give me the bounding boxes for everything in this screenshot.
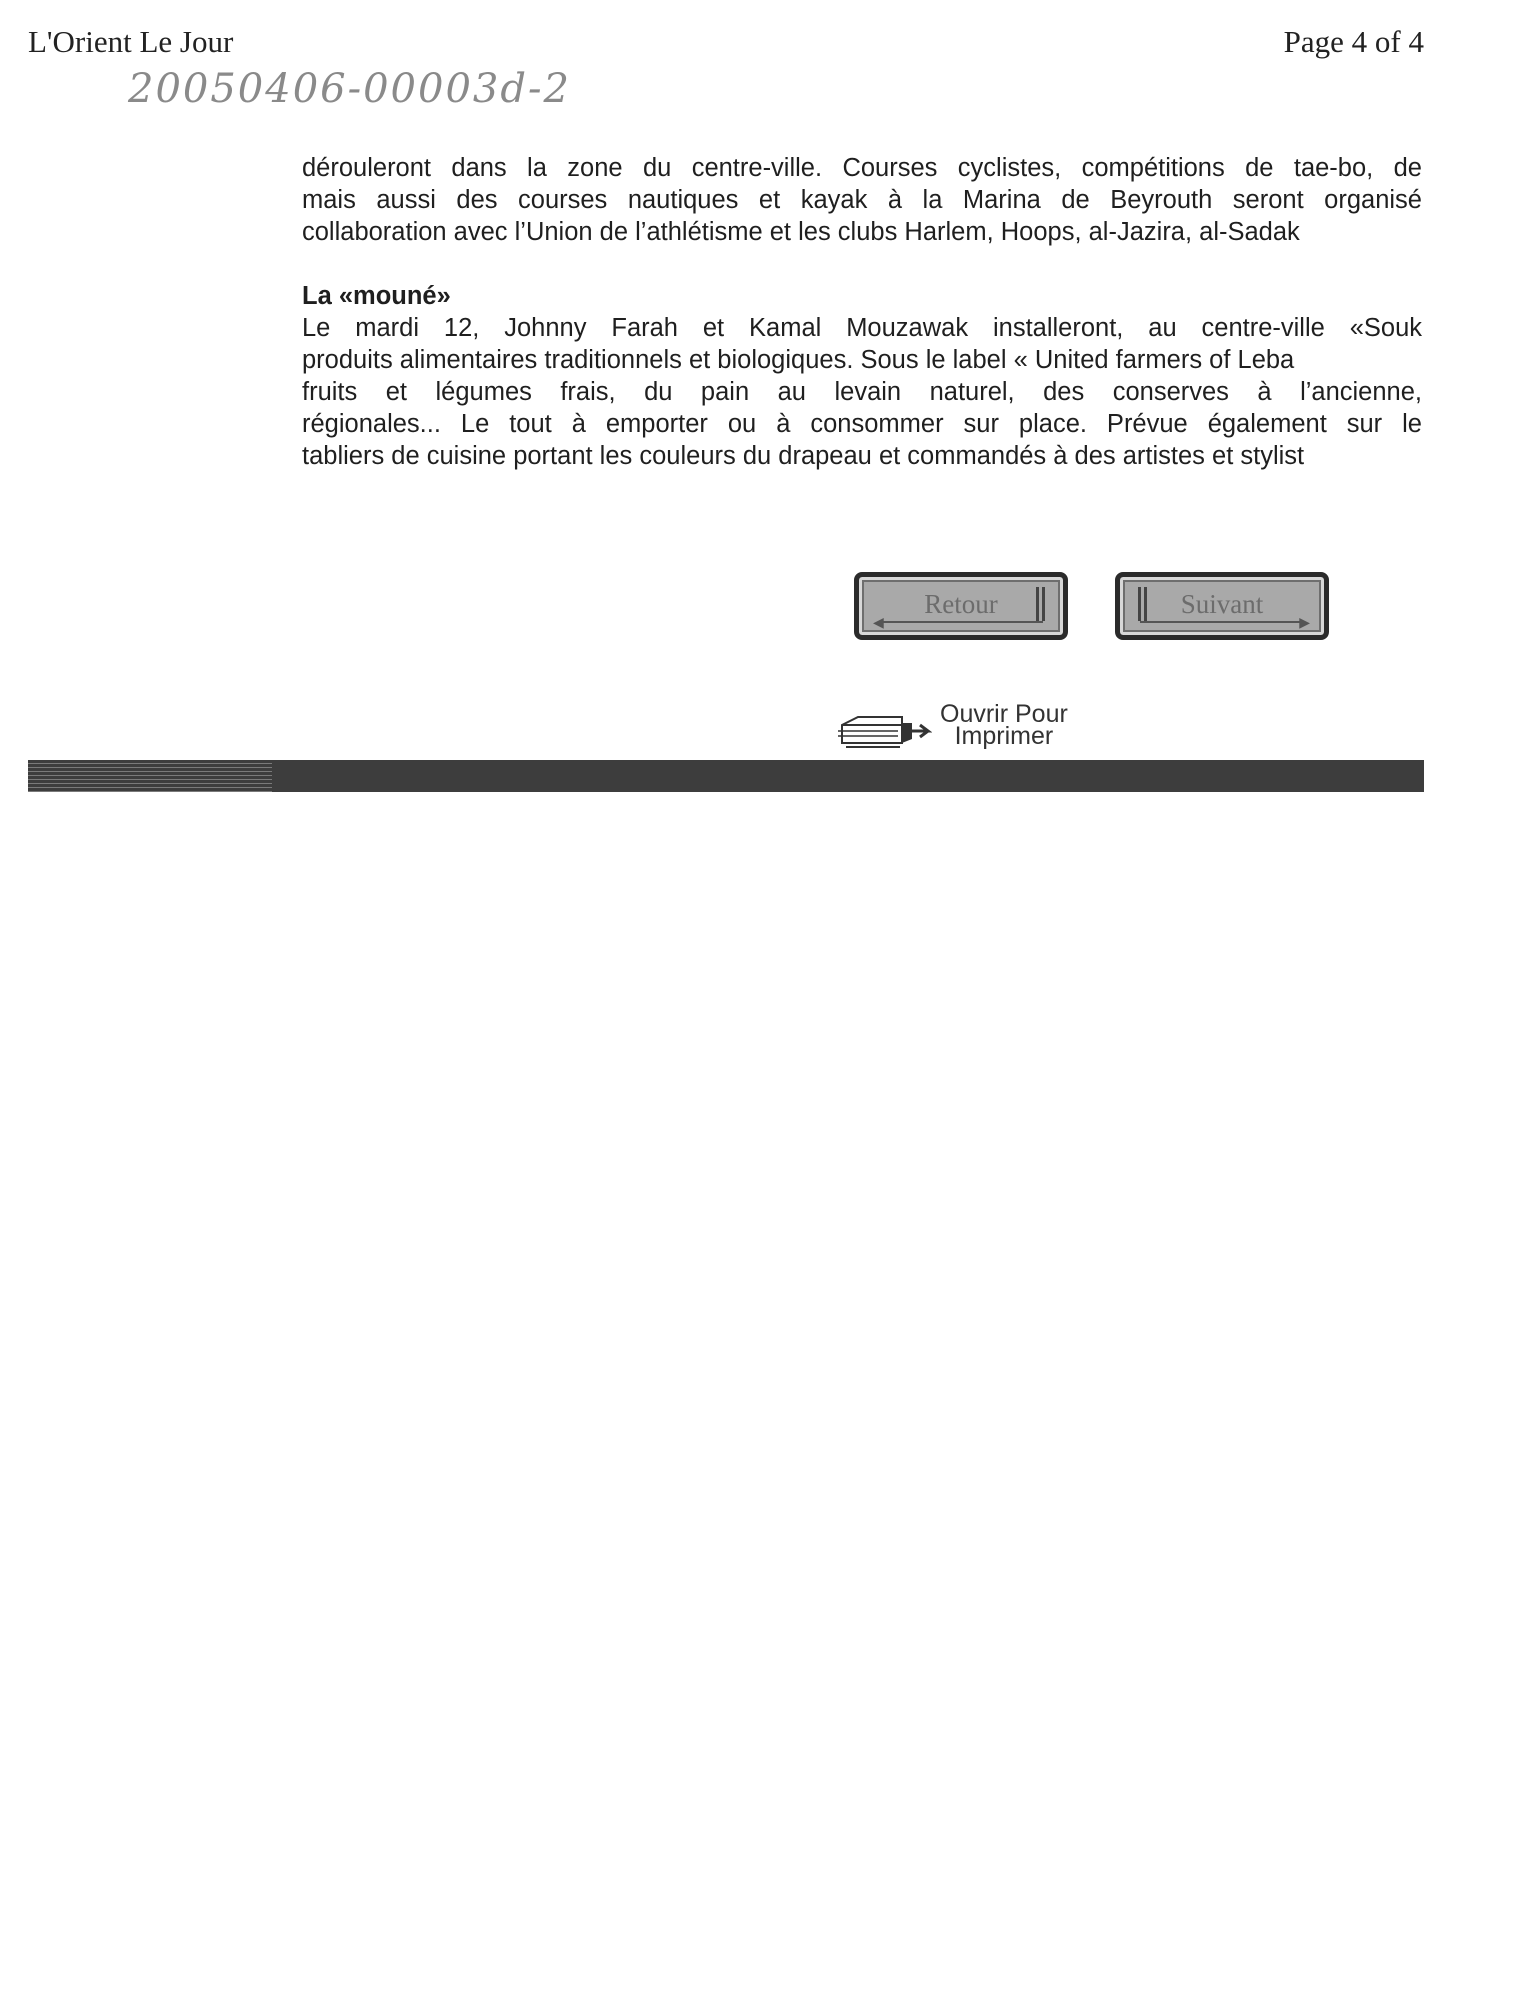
handwritten-annotation: 20050406-00003d-2: [128, 66, 571, 112]
left-arrow-icon: ◀: [873, 614, 884, 630]
print-link[interactable]: [836, 700, 1096, 753]
publication-title: L'Orient Le Jour: [28, 24, 234, 59]
printer-icon: [836, 709, 932, 751]
bar-icon: [1144, 587, 1147, 621]
print-label-line2: Imprimer: [954, 722, 1054, 750]
bar-icon: [1138, 587, 1141, 621]
print-label-line1: Ouvrir Pour: [940, 700, 1068, 728]
bar-icon: [1036, 587, 1039, 621]
back-button-label: Retour: [924, 589, 998, 619]
article-line: régionales... Le tout à emporter ou à consommer sur place. Prévue également sur le: [302, 410, 1422, 438]
page-number: Page 4 of 4: [1283, 24, 1424, 59]
right-arrow-icon: ▶: [1299, 614, 1310, 630]
next-button-label: Suivant: [1180, 589, 1264, 619]
article-line: tabliers de cuisine portant les couleurs du drapeau et commandés à des artistes et stylist: [302, 442, 1305, 470]
back-arrow-line: [879, 621, 1043, 623]
footer-bar: [28, 760, 1424, 792]
article-body: [302, 152, 1422, 472]
print-label: [940, 700, 1068, 750]
footer-bar-stripes: [28, 760, 272, 792]
section-heading: La «mouné»: [302, 282, 451, 310]
article-line: fruits et légumes frais, du pain au levain naturel, des conserves à l’ancienne,: [302, 378, 1422, 406]
article-line: collaboration avec l’Union de l’athlétisme et les clubs Harlem, Hoops, al-Jazira, al-Sadak: [302, 218, 1300, 246]
article-line: dérouleront dans la zone du centre-ville. Courses cyclistes, compétitions de tae-bo, de: [302, 154, 1422, 182]
article-line: produits alimentaires traditionnels et biologiques. Sous le label « United farmers of Leba: [302, 346, 1295, 374]
article-line: mais aussi des courses nautiques et kayak à la Marina de Beyrouth seront organisé: [302, 186, 1422, 214]
article-line: Le mardi 12, Johnny Farah et Kamal Mouzawak installeront, au centre-ville «Souk: [302, 314, 1422, 342]
back-button[interactable]: [854, 572, 1068, 640]
next-button[interactable]: [1115, 572, 1329, 640]
bar-icon: [1042, 587, 1045, 621]
paragraph-gap: [302, 248, 1422, 280]
next-arrow-line: [1140, 621, 1304, 623]
